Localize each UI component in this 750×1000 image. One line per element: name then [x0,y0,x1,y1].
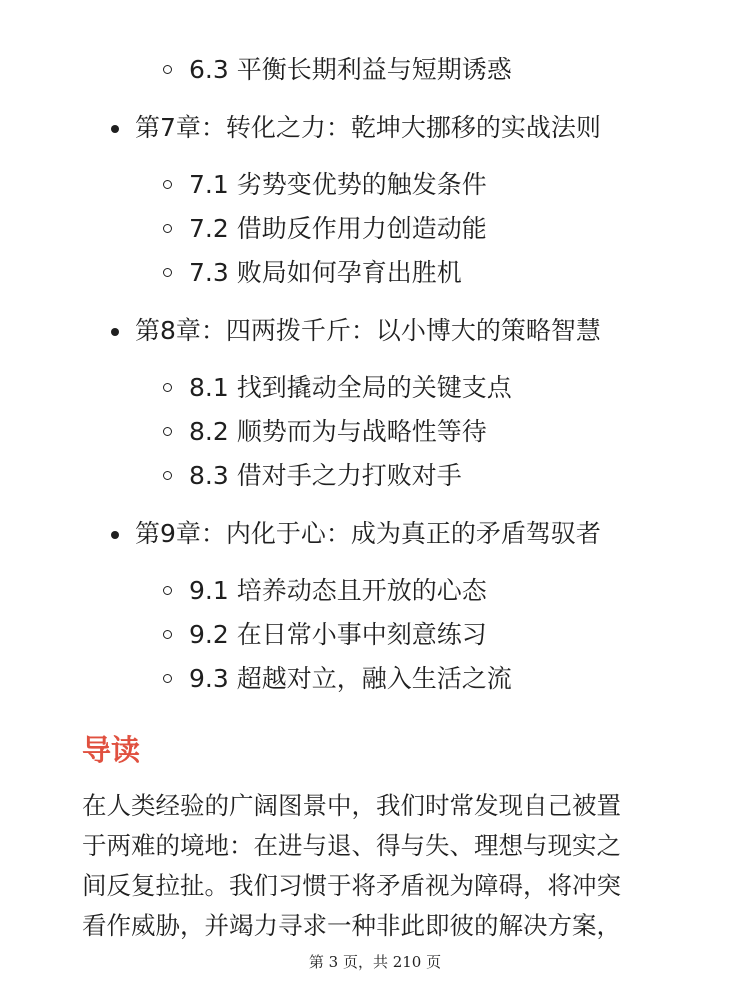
toc-section-8-1 [0,366,750,410]
circle-bullet-icon [163,383,172,392]
toc-section-9-2 [0,613,750,657]
circle-bullet-icon [163,471,172,480]
toc-chapter-7 [0,106,750,309]
toc-spacer [0,92,750,106]
toc-chapter-9 [0,512,750,701]
paragraph-line: 于两难的境地：在进与退、得与失、理想与现实之 [82,831,621,860]
paragraph-line: 看作威胁，并竭力寻求一种非此即彼的解决方案， [82,911,621,940]
circle-bullet-icon [163,427,172,436]
toc-section-label: 9.1 培养动态且开放的心态 [189,576,487,605]
toc-section-8-2 [0,410,750,454]
toc-chapter-row [0,309,750,353]
toc-section-7-1 [0,163,750,207]
toc-section-label: 8.1 找到撬动全局的关键支点 [189,373,512,402]
toc-section-list [0,163,750,295]
toc-chapter-title: 第8章：四两拨千斤：以小博大的策略智慧 [135,316,601,345]
toc-section-label: 6.3 平衡长期利益与短期诱惑 [189,55,512,84]
section-heading-intro: 导读 [82,733,141,767]
circle-bullet-icon [163,180,172,189]
disc-bullet-icon [111,531,119,539]
toc-spacer [0,556,750,569]
toc-chapter-row [0,512,750,556]
toc-section-7-2 [0,207,750,251]
toc-section-label: 7.3 败局如何孕育出胜机 [189,258,462,287]
toc-section-8-3 [0,454,750,498]
toc-section-label: 9.3 超越对立，融入生活之流 [189,664,512,693]
toc-spacer [0,295,750,309]
paragraph-line: 在人类经验的广阔图景中，我们时常发现自己被置 [82,791,621,820]
intro-paragraph [82,786,682,946]
disc-bullet-icon [111,125,119,133]
toc-section-7-3 [0,251,750,295]
toc-spacer [0,353,750,366]
circle-bullet-icon [163,674,172,683]
paragraph-line: 间反复拉扯。我们习惯于将矛盾视为障碍，将冲突 [82,871,621,900]
disc-bullet-icon [111,328,119,336]
toc-section-list [0,366,750,498]
toc-section-9-3 [0,657,750,701]
circle-bullet-icon [163,630,172,639]
toc-section-label: 7.1 劣势变优势的触发条件 [189,170,487,199]
toc-chapter-title: 第7章：转化之力：乾坤大挪移的实战法则 [135,113,601,142]
toc-chapter-8 [0,309,750,512]
toc-section-label: 8.2 顺势而为与战略性等待 [189,417,487,446]
toc-section-label: 9.2 在日常小事中刻意练习 [189,620,487,649]
toc-chapter-row [0,106,750,150]
toc-spacer [0,150,750,163]
circle-bullet-icon [163,586,172,595]
circle-bullet-icon [163,224,172,233]
toc-section-label: 8.3 借对手之力打败对手 [189,461,462,490]
circle-bullet-icon [163,65,172,74]
toc-chapter-title: 第9章：内化于心：成为真正的矛盾驾驭者 [135,519,601,548]
toc-section-list [0,569,750,701]
circle-bullet-icon [163,268,172,277]
page-number-footer: 第 3 页，共 210 页 [308,953,442,971]
table-of-contents [0,48,750,701]
toc-section-6-3 [0,48,750,92]
toc-spacer [0,498,750,512]
toc-section-label: 7.2 借助反作用力创造动能 [189,214,487,243]
toc-section-9-1 [0,569,750,613]
